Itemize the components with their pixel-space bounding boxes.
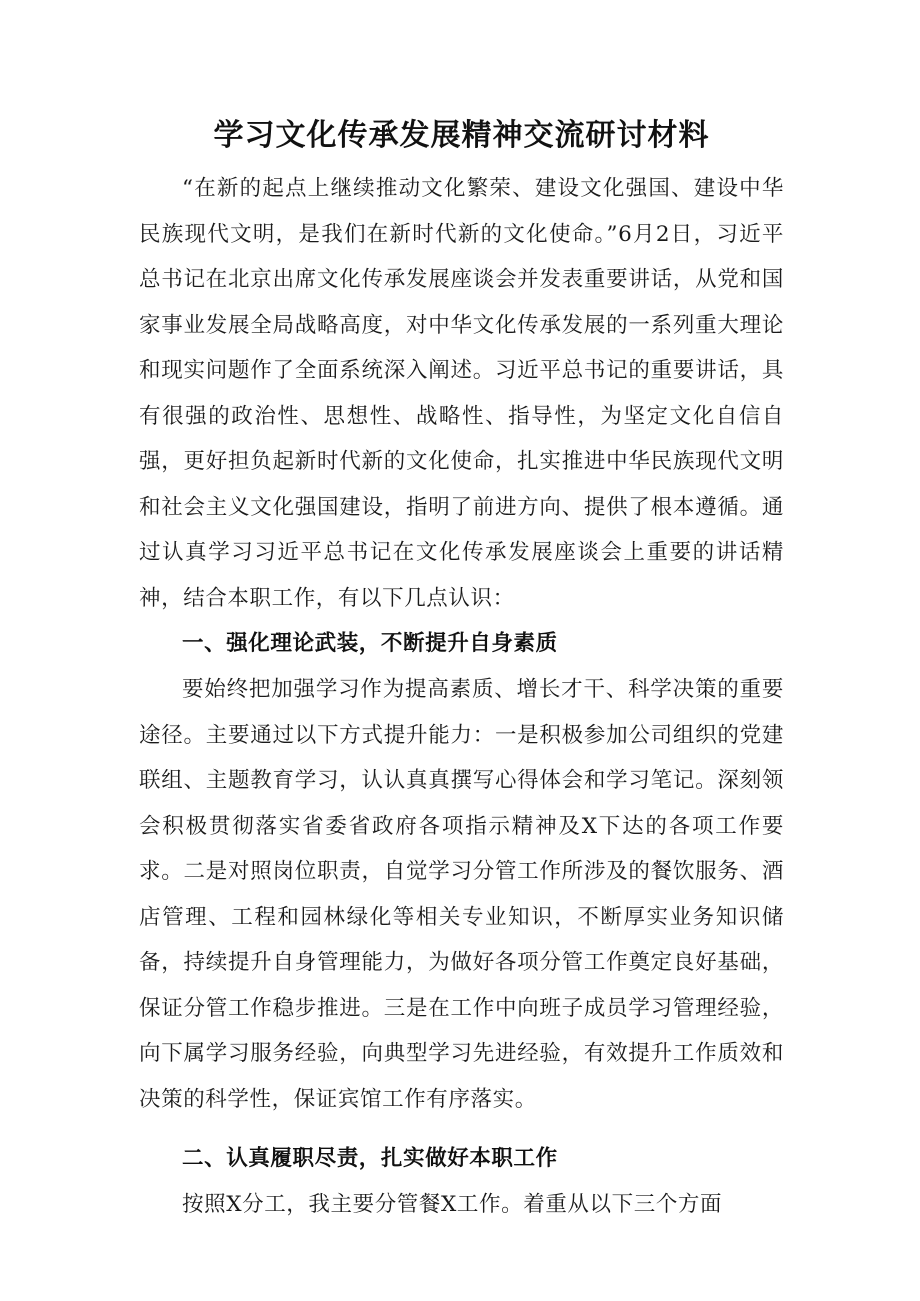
intro-paragraph: “在新的起点上继续推动文化繁荣、建设文化强国、建设中华民族现代文明，是我们在新时代新的文化使命。”6月2日，习近平总书记在北京出席文化传承发展座谈会并发表重要讲话，从党和国家事业发展全局战略高度，对中华文化传承发展的一系列重大理论和现实问题作了全面系统深入阐述。习近平总书记的重要讲话，具有很强的政治性、思想性、战略性、指导性，为坚定文化自信自强，更好担负起新时代新的文化使命，扎实推进中华民族现代文明和社会主义文化强国建设，指明了前进方向、提供了根本遵循。通过认真学习习近平总书记在文化传承发展座谈会上重要的讲话精神，结合本职工作，有以下几点认识： <box>139 176 784 611</box>
section-body-1: 要始终把加强学习作为提高素质、增长才干、科学决策的重要途径。主要通过以下方式提升能力：一是积极参加公司组织的党建联组、主题教育学习，认认真真撰写心得体会和学习笔记。深刻领会积极贯彻落实省委省政府各项指示精神及X下达的各项工作要求。二是对照岗位职责，自觉学习分管工作所涉及的餐饮服务、酒店管理、工程和园林绿化等相关专业知识，不断厚实业务知识储备，持续提升自身管理能力，为做好各项分管工作奠定良好基础，保证分管工作稳步推进。三是在工作中向班子成员学习管理经验，向下属学习服务经验，向典型学习先进经验，有效提升工作质效和决策的科学性，保证宾馆工作有序落实。 <box>139 677 784 1112</box>
section-body-2: 按照X分工，我主要分管餐X工作。着重从以下三个方面 <box>182 1192 723 1217</box>
document-title: 学习文化传承发展精神交流研讨材料 <box>213 118 710 153</box>
section-heading-1: 一、强化理论武装，不断提升自身素质 <box>182 631 558 656</box>
document-content <box>139 112 784 1228</box>
section-heading-2: 二、认真履职尽责，扎实做好本职工作 <box>182 1146 558 1171</box>
